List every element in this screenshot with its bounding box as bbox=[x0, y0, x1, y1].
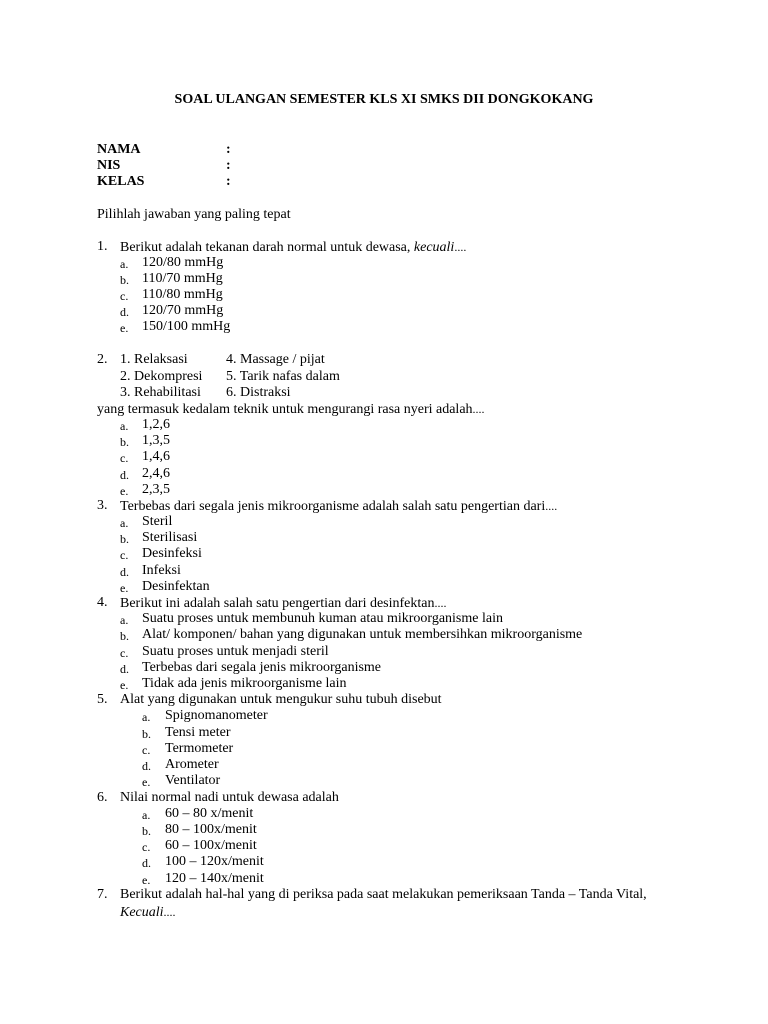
option-text: Tidak ada jenis mikroorganisme lain bbox=[142, 676, 347, 691]
nis-label: NIS bbox=[97, 158, 121, 173]
option-letter: e. bbox=[142, 775, 151, 789]
question-text: Alat yang digunakan untuk mengukur suhu tubuh disebut bbox=[120, 692, 442, 707]
grid-item: 1. Relaksasi bbox=[120, 352, 188, 367]
option-letter: e. bbox=[120, 678, 129, 692]
question-number: 2. bbox=[97, 352, 108, 367]
option-text: 100 – 120x/menit bbox=[165, 854, 264, 869]
option-text: 60 – 100x/menit bbox=[165, 838, 257, 853]
option-letter: c. bbox=[120, 289, 129, 303]
grid-item: 2. Dekompresi bbox=[120, 369, 203, 384]
option-text: Desinfektan bbox=[142, 579, 210, 594]
option-text: 1,4,6 bbox=[142, 449, 170, 464]
option-letter: d. bbox=[142, 759, 151, 773]
grid-item: 6. Distraksi bbox=[226, 385, 291, 400]
option-letter: c. bbox=[120, 451, 129, 465]
question-number: 7. bbox=[97, 887, 108, 902]
question-number: 1. bbox=[97, 239, 108, 254]
document-title: SOAL ULANGAN SEMESTER KLS XI SMKS DII DONGKOKANG bbox=[174, 92, 594, 107]
grid-item: 4. Massage / pijat bbox=[226, 352, 325, 367]
option-text: Tensi meter bbox=[165, 725, 231, 740]
option-letter: e. bbox=[120, 321, 129, 335]
question-number: 4. bbox=[97, 595, 108, 610]
option-letter: b. bbox=[142, 727, 151, 741]
option-letter: a. bbox=[120, 419, 129, 433]
option-letter: d. bbox=[120, 468, 129, 482]
option-letter: a. bbox=[120, 257, 129, 271]
option-text: Terbebas dari segala jenis mikroorganisme bbox=[142, 660, 382, 675]
instruction-text: Pilihlah jawaban yang paling tepat bbox=[97, 207, 291, 222]
question-text: yang termasuk kedalam teknik untuk mengurangi rasa nyeri adalah.... bbox=[97, 402, 485, 417]
class-label: KELAS bbox=[97, 174, 145, 189]
nis-colon: : bbox=[226, 158, 231, 173]
option-text: 110/80 mmHg bbox=[142, 287, 223, 302]
option-text: Suatu proses untuk menjadi steril bbox=[142, 644, 329, 659]
option-text: Steril bbox=[142, 514, 173, 529]
option-letter: b. bbox=[120, 273, 129, 287]
question-text: Berikut ini adalah salah satu pengertian dari desinfektan.... bbox=[120, 596, 447, 611]
option-letter: c. bbox=[120, 646, 129, 660]
option-letter: c. bbox=[142, 743, 151, 757]
option-letter: b. bbox=[120, 435, 129, 449]
class-colon: : bbox=[226, 174, 231, 189]
option-letter: d. bbox=[142, 856, 151, 870]
option-letter: b. bbox=[120, 532, 129, 546]
option-letter: a. bbox=[120, 516, 129, 530]
option-letter: a. bbox=[142, 808, 151, 822]
option-text: 1,2,6 bbox=[142, 417, 170, 432]
option-letter: a. bbox=[142, 710, 151, 724]
question-number: 6. bbox=[97, 790, 108, 805]
question-number: 5. bbox=[97, 692, 108, 707]
option-letter: e. bbox=[120, 484, 129, 498]
option-text: 120 – 140x/menit bbox=[165, 871, 264, 886]
question-text: Berikut adalah hal-hal yang di periksa pada saat melakukan pemeriksaan Tanda – Tanda Vital, bbox=[120, 887, 647, 902]
option-letter: b. bbox=[142, 824, 151, 838]
option-letter: b. bbox=[120, 629, 129, 643]
option-text: Suatu proses untuk membunuh kuman atau mikroorganisme lain bbox=[142, 611, 503, 626]
option-text: 2,4,6 bbox=[142, 466, 170, 481]
grid-item: 3. Rehabilitasi bbox=[120, 385, 201, 400]
option-text: Sterilisasi bbox=[142, 530, 198, 545]
option-text: 110/70 mmHg bbox=[142, 271, 223, 286]
question-text: Nilai normal nadi untuk dewasa adalah bbox=[120, 790, 339, 805]
option-text: 120/70 mmHg bbox=[142, 303, 224, 318]
option-text: 120/80 mmHg bbox=[142, 255, 224, 270]
option-text: 80 – 100x/menit bbox=[165, 822, 257, 837]
name-label: NAMA bbox=[97, 142, 141, 157]
option-text: Infeksi bbox=[142, 563, 181, 578]
option-letter: e. bbox=[142, 873, 151, 887]
option-text: Arometer bbox=[165, 757, 219, 772]
option-letter: e. bbox=[120, 581, 129, 595]
question-text: Terbebas dari segala jenis mikroorganisme adalah salah satu pengertian dari.... bbox=[120, 499, 558, 514]
option-text: Alat/ komponen/ bahan yang digunakan untuk membersihkan mikroorganisme bbox=[142, 627, 583, 642]
option-letter: d. bbox=[120, 305, 129, 319]
option-text: Termometer bbox=[165, 741, 234, 756]
question-number: 3. bbox=[97, 498, 108, 513]
question-text: Berikut adalah tekanan darah normal untuk dewasa, kecuali.... bbox=[120, 240, 467, 255]
option-letter: a. bbox=[120, 613, 129, 627]
name-colon: : bbox=[226, 142, 231, 157]
option-text: Ventilator bbox=[165, 773, 221, 788]
option-text: 60 – 80 x/menit bbox=[165, 806, 254, 821]
option-letter: c. bbox=[120, 548, 129, 562]
option-letter: d. bbox=[120, 565, 129, 579]
option-text: 150/100 mmHg bbox=[142, 319, 231, 334]
option-text: Desinfeksi bbox=[142, 546, 202, 561]
grid-item: 5. Tarik nafas dalam bbox=[226, 369, 340, 384]
option-text: 1,3,5 bbox=[142, 433, 170, 448]
question-text-continuation: Kecuali.... bbox=[120, 905, 176, 920]
option-text: 2,3,5 bbox=[142, 482, 170, 497]
option-letter: c. bbox=[142, 840, 151, 854]
option-letter: d. bbox=[120, 662, 129, 676]
option-text: Spignomanometer bbox=[165, 708, 268, 723]
